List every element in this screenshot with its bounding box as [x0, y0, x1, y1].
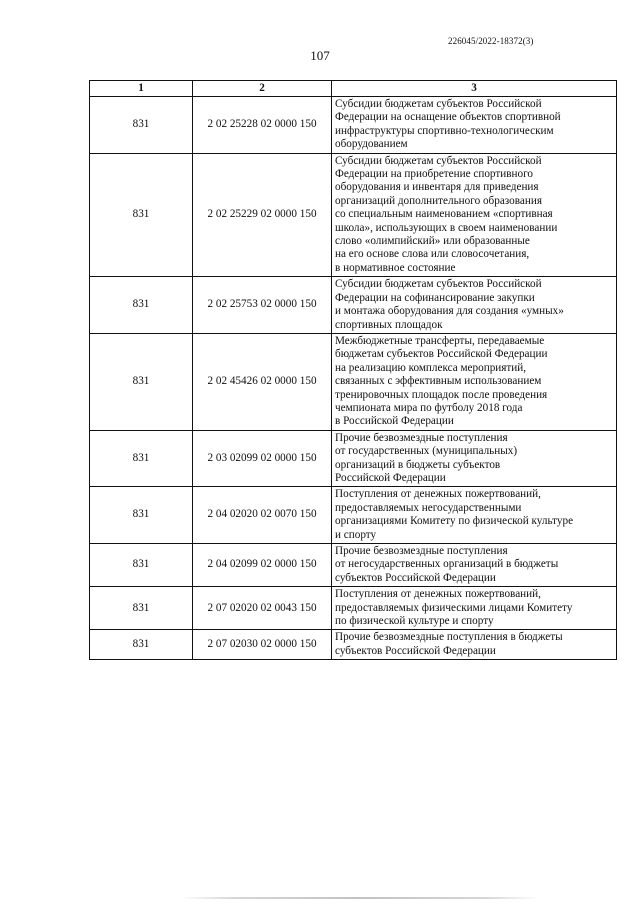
description-line: организаций в бюджеты субъектов: [335, 458, 501, 471]
description-line: связанных с эффективным использованием: [335, 375, 542, 388]
table-row: [90, 153, 617, 277]
budget-classification-code-cell: 2 02 25229 02 0000 150: [193, 153, 332, 277]
budget-classification-code-cell: 2 04 02099 02 0000 150: [193, 544, 332, 587]
administrator-code-cell: 831: [90, 544, 193, 587]
description-line: оборудования и инвентаря для приведения: [335, 181, 539, 194]
description-line: инфраструктуры спортивно-технологическим: [335, 124, 554, 137]
description-line: в нормативное состояние: [335, 261, 456, 274]
description-line: спортивных площадок: [335, 318, 443, 331]
description-line: тренировочных площадок после проведения: [335, 388, 548, 401]
budget-classification-code-cell: 2 07 02030 02 0000 150: [193, 630, 332, 660]
description-line: Российской Федерации: [335, 471, 446, 484]
table-header-row: [90, 81, 617, 97]
description-line: Субсидии бюджетам субъектов Российской: [335, 98, 542, 110]
budget-classification-code-cell: 2 02 25753 02 0000 150: [193, 277, 332, 334]
description-line: Федерации на оснащение объектов спортивной: [335, 111, 561, 124]
description-line: от негосударственных организаций в бюджеты: [335, 558, 559, 571]
revenue-description-cell: [332, 544, 617, 587]
description-line: организаций дополнительного образования: [335, 194, 542, 207]
description-line: на реализацию комплекса мероприятий,: [335, 361, 527, 374]
budget-classification-code-cell: 2 03 02099 02 0000 150: [193, 430, 332, 487]
revenue-description-cell: [332, 333, 617, 430]
description-line: Прочие безвозмездные поступления: [335, 431, 508, 444]
column-header-3: 3: [332, 81, 617, 97]
revenue-description-cell: [332, 487, 617, 544]
description-line: Субсидии бюджетам субъектов Российской: [335, 154, 542, 167]
description-line: школа», использующих в своем наименовании: [335, 221, 558, 234]
page-number: 107: [310, 48, 330, 63]
revenue-description-cell: [332, 630, 617, 660]
administrator-code-cell: 831: [90, 630, 193, 660]
table-row: [90, 544, 617, 587]
description-line: Межбюджетные трансферты, передаваемые: [335, 334, 545, 347]
column-header-1: 1: [90, 81, 193, 97]
scan-artifact: [180, 897, 540, 899]
description-line: субъектов Российской Федерации: [335, 571, 496, 584]
description-line: Федерации на софинансирование закупки: [335, 291, 535, 304]
table-row: [90, 630, 617, 660]
budget-classification-code-cell: 2 02 45426 02 0000 150: [193, 333, 332, 430]
table-row: [90, 587, 617, 630]
description-line: Субсидии бюджетам субъектов Российской: [335, 278, 542, 291]
administrator-code-cell: 831: [90, 277, 193, 334]
budget-codes-table: [89, 80, 617, 660]
administrator-code-cell: 831: [90, 587, 193, 630]
description-line: оборудованием: [335, 138, 408, 151]
table-row: [90, 277, 617, 334]
description-line: чемпионата мира по футболу 2018 года: [335, 401, 523, 414]
table-row: [90, 430, 617, 487]
description-line: Прочие безвозмездные поступления в бюджеты: [335, 631, 563, 644]
revenue-description-cell: [332, 430, 617, 487]
budget-classification-code-cell: 2 02 25228 02 0000 150: [193, 97, 332, 154]
administrator-code-cell: 831: [90, 430, 193, 487]
description-line: по физической культуре и спорту: [335, 615, 494, 628]
description-line: организациями Комитету по физической культуре: [335, 515, 574, 528]
administrator-code-cell: 831: [90, 97, 193, 154]
administrator-code-cell: 831: [90, 153, 193, 277]
administrator-code-cell: 831: [90, 487, 193, 544]
description-line: и спорту: [335, 528, 377, 541]
description-line: субъектов Российской Федерации: [335, 644, 496, 657]
description-line: бюджетам субъектов Российской Федерации: [335, 348, 548, 361]
table-row: [90, 487, 617, 544]
description-line: на его основе слова или словосочетания,: [335, 248, 530, 261]
revenue-description-cell: [332, 587, 617, 630]
table-row: [90, 333, 617, 430]
description-line: со специальным наименованием «спортивная: [335, 208, 553, 221]
document-number: 226045/2022-18372(3): [448, 36, 534, 46]
description-line: и монтажа оборудования для создания «умных»: [335, 305, 564, 318]
description-line: Поступления от денежных пожертвований,: [335, 488, 541, 501]
budget-classification-code-cell: 2 04 02020 02 0070 150: [193, 487, 332, 544]
description-line: предоставляемых физическими лицами Комитету: [335, 601, 573, 614]
description-line: Прочие безвозмездные поступления: [335, 545, 508, 557]
description-line: Федерации на приобретение спортивного: [335, 168, 534, 181]
table-body: [90, 97, 617, 660]
budget-classification-code-cell: 2 07 02020 02 0043 150: [193, 587, 332, 630]
description-line: предоставляемых негосударственными: [335, 501, 522, 514]
description-line: слово «олимпийский» или образованные: [335, 235, 530, 248]
description-line: в Российской Федерации: [335, 415, 454, 428]
revenue-description-cell: [332, 153, 617, 277]
revenue-description-cell: [332, 97, 617, 154]
column-header-2: 2: [193, 81, 332, 97]
revenue-description-cell: [332, 277, 617, 334]
description-line: от государственных (муниципальных): [335, 445, 518, 458]
administrator-code-cell: 831: [90, 333, 193, 430]
description-line: Поступления от денежных пожертвований,: [335, 588, 541, 601]
table-row: [90, 97, 617, 154]
